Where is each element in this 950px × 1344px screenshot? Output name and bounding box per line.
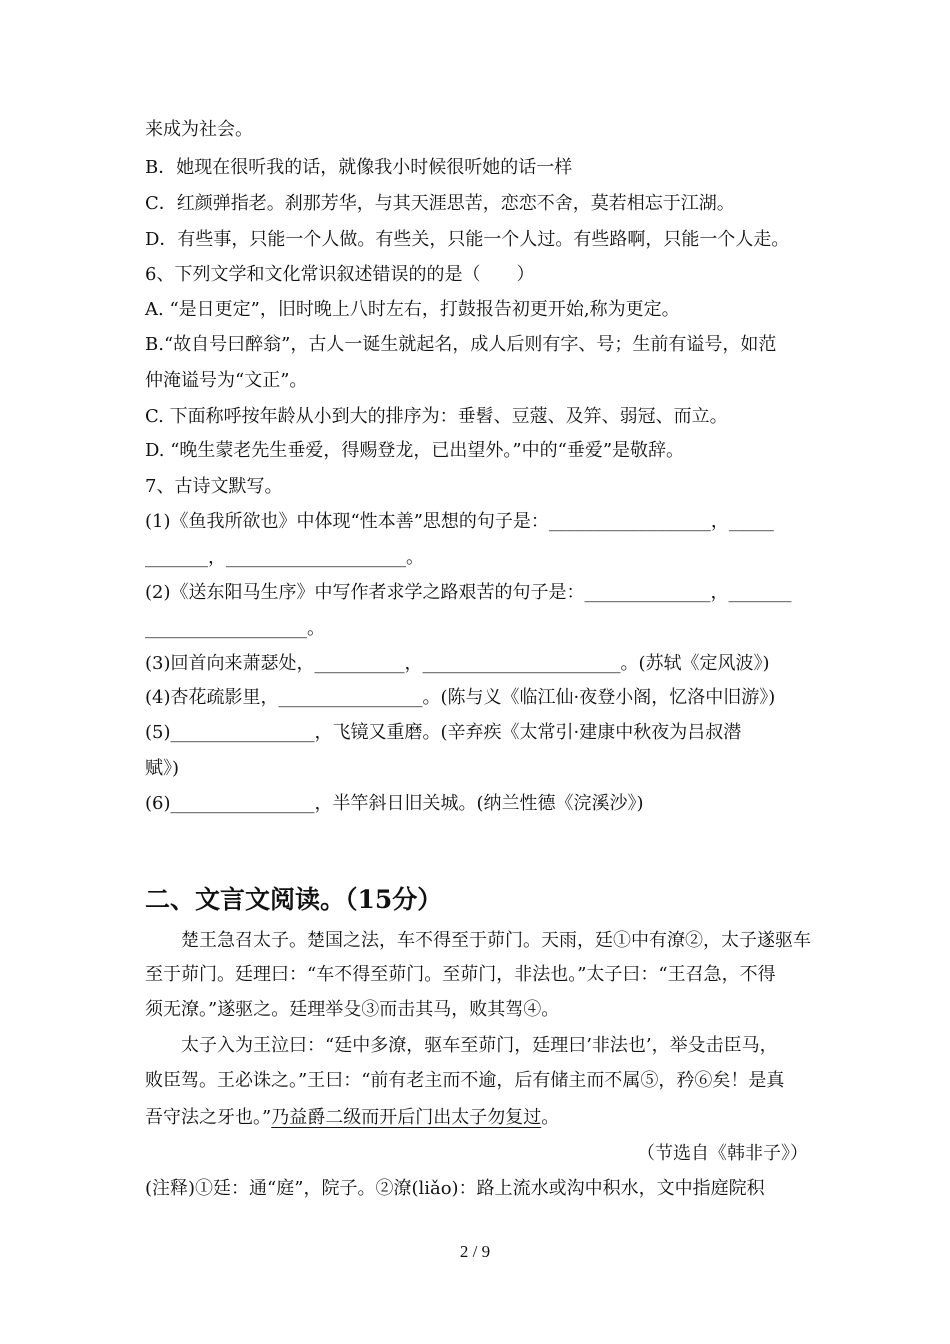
annotation-note: (注释)①廷：通“庭”，院子。②潦(liǎo)：路上流水或沟中积水，文中指庭院积 xyxy=(145,1178,765,1199)
passage-line: 太子入为王泣曰：“廷中多潦，驱车至茆门，廷理曰’非法也’，举殳击臣马， xyxy=(145,1035,778,1056)
q7-item-1-cont: _______，____________________。 xyxy=(145,547,424,568)
question-6-title: 6、下列文学和文化常识叙述错误的的是（ ） xyxy=(145,264,535,285)
q6-option-c: C. 下面称呼按年龄从小到大的排序为：垂髫、豆蔻、及笄、弱冠、而立。 xyxy=(145,406,728,427)
q7-item-5-cont: 赋》) xyxy=(145,758,180,779)
q7-item-2-cont: __________________。 xyxy=(145,618,325,639)
passage-text: 吾守法之牙也。” xyxy=(145,1107,272,1128)
q7-item-2: (2)《送东阳马生序》中写作者求学之路艰苦的句子是：______________，_______ xyxy=(145,582,792,603)
q6-option-b: B.“故自号曰醉翁”，古人一诞生就起名，成人后则有字、号；生前有谥号，如范 xyxy=(145,334,777,355)
q7-item-6: (6)________________，半竿斜日旧关城。(纳兰性德《浣溪沙》) xyxy=(145,793,644,814)
passage-line-last xyxy=(145,1106,810,1130)
q7-item-3: (3)回首向来萧瑟处，__________，______________________。(苏轼《定风波》) xyxy=(145,653,770,674)
option-c-line: C．红颜弹指老。刹那芳华，与其天涯思苦，恋恋不舍，莫若相忘于江湖。 xyxy=(145,193,735,214)
text-line: 来成为社会。 xyxy=(145,119,253,140)
period: 。 xyxy=(541,1107,560,1128)
page-number: 2 / 9 xyxy=(459,1242,491,1261)
question-7-title: 7、古诗文默写。 xyxy=(145,476,283,497)
passage-line: 败臣驾。王必诛之。”王曰：“前有老主而不逾，后有储主而不属⑤，矜⑥矣！是真 xyxy=(145,1070,785,1091)
passage-line: 楚王急召太子。楚国之法，车不得至于茆门。天雨，廷①中有潦②，太子遂驱车 xyxy=(145,930,811,951)
passage-line: 至于茆门。廷理曰：“车不得至茆门。至茆门，非法也。”太子曰：“王召急，不得 xyxy=(145,964,776,985)
q6-option-a: A. “是日更定”，旧时晚上八时左右，打鼓报告初更开始,称为更定。 xyxy=(145,299,680,320)
source-citation: （节选自《韩非子》） xyxy=(637,1143,808,1164)
q6-option-d: D. “晚生蒙老先生垂爱，得赐登龙，已出望外。”中的“垂爱”是敬辞。 xyxy=(145,440,685,461)
passage-line: 须无潦。”遂驱之。廷理举殳③而击其马，败其驾④。 xyxy=(145,999,560,1020)
option-b-line: B．她现在很听我的话，就像我小时候很听她的话一样 xyxy=(145,157,573,178)
underlined-sentence: 乃益爵二级而开后门出太子勿复过 xyxy=(271,1107,542,1128)
q7-item-4: (4)杏花疏影里，________________。(陈与义《临江仙·夜登小阁，忆洛中旧游》) xyxy=(145,687,776,708)
q7-item-5: (5)________________，飞镜又重磨。(辛弃疾《太常引·建康中秋夜为吕叔潜 xyxy=(145,722,742,743)
q6-option-b-cont: 仲淹谥号为“文正”。 xyxy=(145,370,308,391)
q7-item-1: (1)《鱼我所欲也》中体现“性本善”思想的句子是：__________________，_____ xyxy=(145,511,774,532)
option-d-line: D．有些事，只能一个人做。有些关，只能一个人过。有些路啊，只能一个人走。 xyxy=(145,229,790,250)
section-title: 二、文言文阅读。（15分） xyxy=(145,885,443,914)
